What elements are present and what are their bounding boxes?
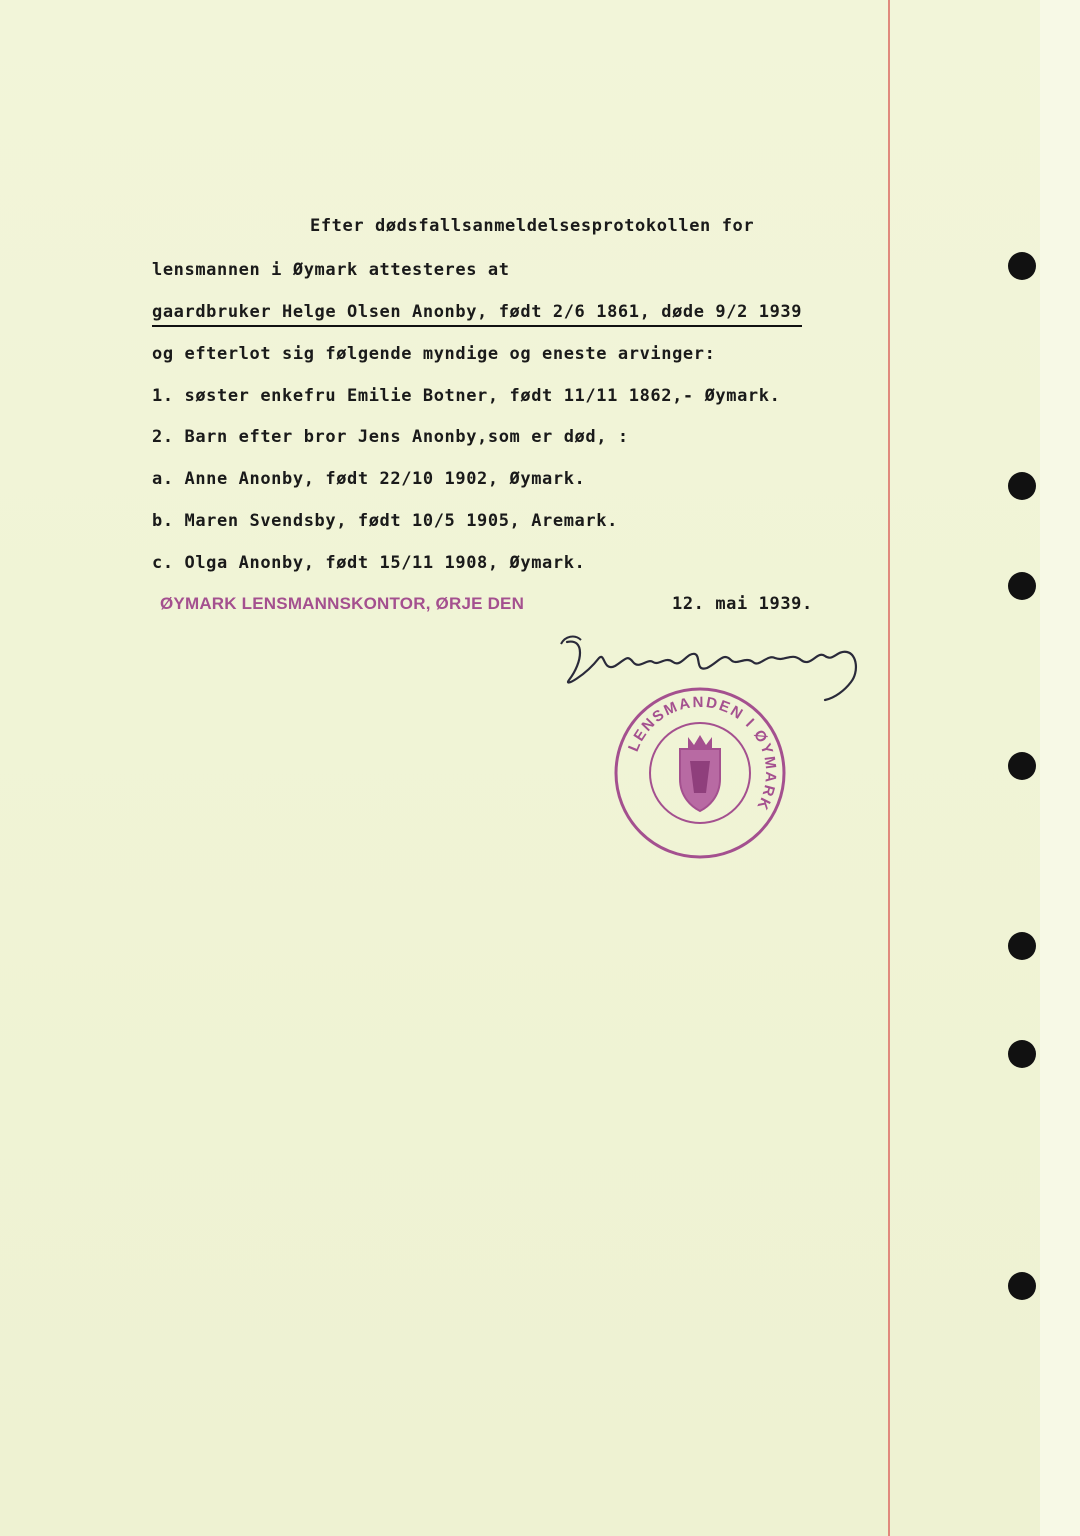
doc-line-9: c. Olga Anonby, født 15/11 1908, Øymark.: [152, 553, 586, 573]
doc-line-5: 1. søster enkefru Emilie Botner, født 11/11 1862,- Øymark.: [152, 386, 781, 406]
punch-hole: [1008, 252, 1036, 280]
doc-line-2: lensmannen i Øymark attesteres at: [152, 260, 510, 280]
punch-hole: [1008, 572, 1036, 600]
doc-line-1: Efter dødsfallsanmeldelsesprotokollen for: [310, 216, 755, 236]
seal-text: LENSMANDEN I ØYMARK: [625, 693, 780, 814]
doc-line-3: gaardbruker Helge Olsen Anonby, født 2/6 1861, døde 9/2 1939: [152, 302, 802, 327]
page-edge: [1040, 0, 1080, 1536]
doc-line-8: b. Maren Svendsby, født 10/5 1905, Aremark.: [152, 511, 618, 531]
punch-hole: [1008, 1272, 1036, 1300]
office-stamp: ØYMARK LENSMANNSKONTOR, ØRJE DEN: [160, 594, 525, 613]
margin-line: [888, 0, 890, 1536]
issue-date: 12. mai 1939.: [672, 594, 813, 614]
punch-hole: [1008, 752, 1036, 780]
lensmann-seal: [610, 683, 790, 863]
punch-hole: [1008, 932, 1036, 960]
punch-hole: [1008, 472, 1036, 500]
punch-hole: [1008, 1040, 1036, 1068]
doc-line-6: 2. Barn efter bror Jens Anonby,som er død, :: [152, 427, 629, 447]
doc-line-4: og efterlot sig følgende myndige og eneste arvinger:: [152, 344, 716, 364]
doc-line-7: a. Anne Anonby, født 22/10 1902, Øymark.: [152, 469, 586, 489]
